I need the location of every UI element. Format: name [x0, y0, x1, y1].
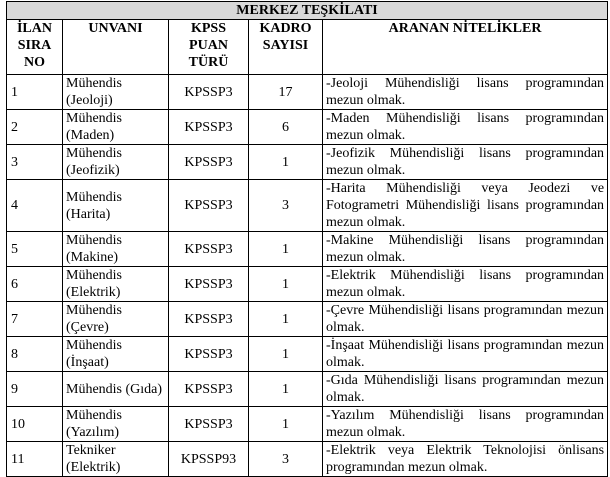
ilan-no-cell: 4: [7, 180, 63, 232]
table-row: [7, 232, 608, 267]
unvan-cell: Mühendis (Çevre): [63, 302, 169, 337]
kpss-cell: KPSSP93: [169, 442, 249, 477]
header-ilan-sira-no: İLAN SIRA NO: [7, 20, 63, 75]
positions-table: [6, 1, 608, 477]
ilan-no-cell: 2: [7, 110, 63, 145]
header-kadro-sayisi: KADRO SAYISI: [249, 20, 323, 75]
nitelik-cell: -Gıda Mühendisliği lisans programından mezun olmak.: [323, 372, 608, 407]
kpss-cell: KPSSP3: [169, 110, 249, 145]
table-row: [7, 337, 608, 372]
nitelik-cell: -Elektrik Mühendisliği lisans programından mezun olmak.: [323, 267, 608, 302]
kpss-cell: KPSSP3: [169, 145, 249, 180]
unvan-cell: Mühendis (Harita): [63, 180, 169, 232]
unvan-cell: Mühendis (Yazılım): [63, 407, 169, 442]
table-row: [7, 407, 608, 442]
table-row: [7, 302, 608, 337]
nitelik-cell: -Maden Mühendisliği lisans programından mezun olmak.: [323, 110, 608, 145]
table-row: [7, 267, 608, 302]
table-row: [7, 442, 608, 477]
ilan-no-cell: 7: [7, 302, 63, 337]
table-row: [7, 75, 608, 110]
table-row: [7, 145, 608, 180]
kpss-cell: KPSSP3: [169, 180, 249, 232]
kadro-cell: 1: [249, 407, 323, 442]
nitelik-cell: -Elektrik veya Elektrik Teknolojisi önlisans programından mezun olmak.: [323, 442, 608, 477]
ilan-no-cell: 5: [7, 232, 63, 267]
unvan-cell: Mühendis (Elektrik): [63, 267, 169, 302]
unvan-cell: Mühendis (Makine): [63, 232, 169, 267]
kpss-cell: KPSSP3: [169, 232, 249, 267]
kadro-cell: 17: [249, 75, 323, 110]
kadro-cell: 1: [249, 302, 323, 337]
ilan-no-cell: 6: [7, 267, 63, 302]
ilan-no-cell: 8: [7, 337, 63, 372]
kpss-cell: KPSSP3: [169, 267, 249, 302]
kadro-cell: 3: [249, 180, 323, 232]
unvan-cell: Tekniker (Elektrik): [63, 442, 169, 477]
kadro-cell: 1: [249, 267, 323, 302]
nitelik-cell: -Jeofizik Mühendisliği lisans programından mezun olmak.: [323, 145, 608, 180]
nitelik-cell: -Yazılım Mühendisliği lisans programından mezun olmak.: [323, 407, 608, 442]
kadro-cell: 1: [249, 145, 323, 180]
kadro-cell: 1: [249, 232, 323, 267]
header-aranan-nitelikler: ARANAN NİTELİKLER: [323, 20, 608, 75]
kpss-cell: KPSSP3: [169, 302, 249, 337]
unvan-cell: Mühendis (Maden): [63, 110, 169, 145]
kpss-cell: KPSSP3: [169, 75, 249, 110]
ilan-no-cell: 3: [7, 145, 63, 180]
nitelik-cell: -Harita Mühendisliği veya Jeodezi ve Fotogrametri Mühendisliği lisans programından mezun olmak.: [323, 180, 608, 232]
header-kpss-puan-turu: KPSS PUAN TÜRÜ: [169, 20, 249, 75]
table-row: [7, 110, 608, 145]
ilan-no-cell: 9: [7, 372, 63, 407]
ilan-no-cell: 11: [7, 442, 63, 477]
nitelik-cell: -Jeoloji Mühendisliği lisans programından mezun olmak.: [323, 75, 608, 110]
nitelik-cell: -Makine Mühendisliği lisans programından mezun olmak.: [323, 232, 608, 267]
ilan-no-cell: 10: [7, 407, 63, 442]
header-row: [7, 20, 608, 75]
kadro-cell: 6: [249, 110, 323, 145]
unvan-cell: Mühendis (Gıda): [63, 372, 169, 407]
kpss-cell: KPSSP3: [169, 407, 249, 442]
nitelik-cell: -Çevre Mühendisliği lisans programından mezun olmak.: [323, 302, 608, 337]
table-row: [7, 180, 608, 232]
kpss-cell: KPSSP3: [169, 372, 249, 407]
table-title: MERKEZ TEŞKİLATI: [7, 2, 608, 20]
table-row: [7, 372, 608, 407]
nitelik-cell: -İnşaat Mühendisliği lisans programından mezun olmak.: [323, 337, 608, 372]
header-unvani: UNVANI: [63, 20, 169, 75]
kpss-cell: KPSSP3: [169, 337, 249, 372]
kadro-cell: 1: [249, 337, 323, 372]
kadro-cell: 3: [249, 442, 323, 477]
kadro-cell: 1: [249, 372, 323, 407]
unvan-cell: Mühendis (İnşaat): [63, 337, 169, 372]
unvan-cell: Mühendis (Jeoloji): [63, 75, 169, 110]
ilan-no-cell: 1: [7, 75, 63, 110]
unvan-cell: Mühendis (Jeofizik): [63, 145, 169, 180]
